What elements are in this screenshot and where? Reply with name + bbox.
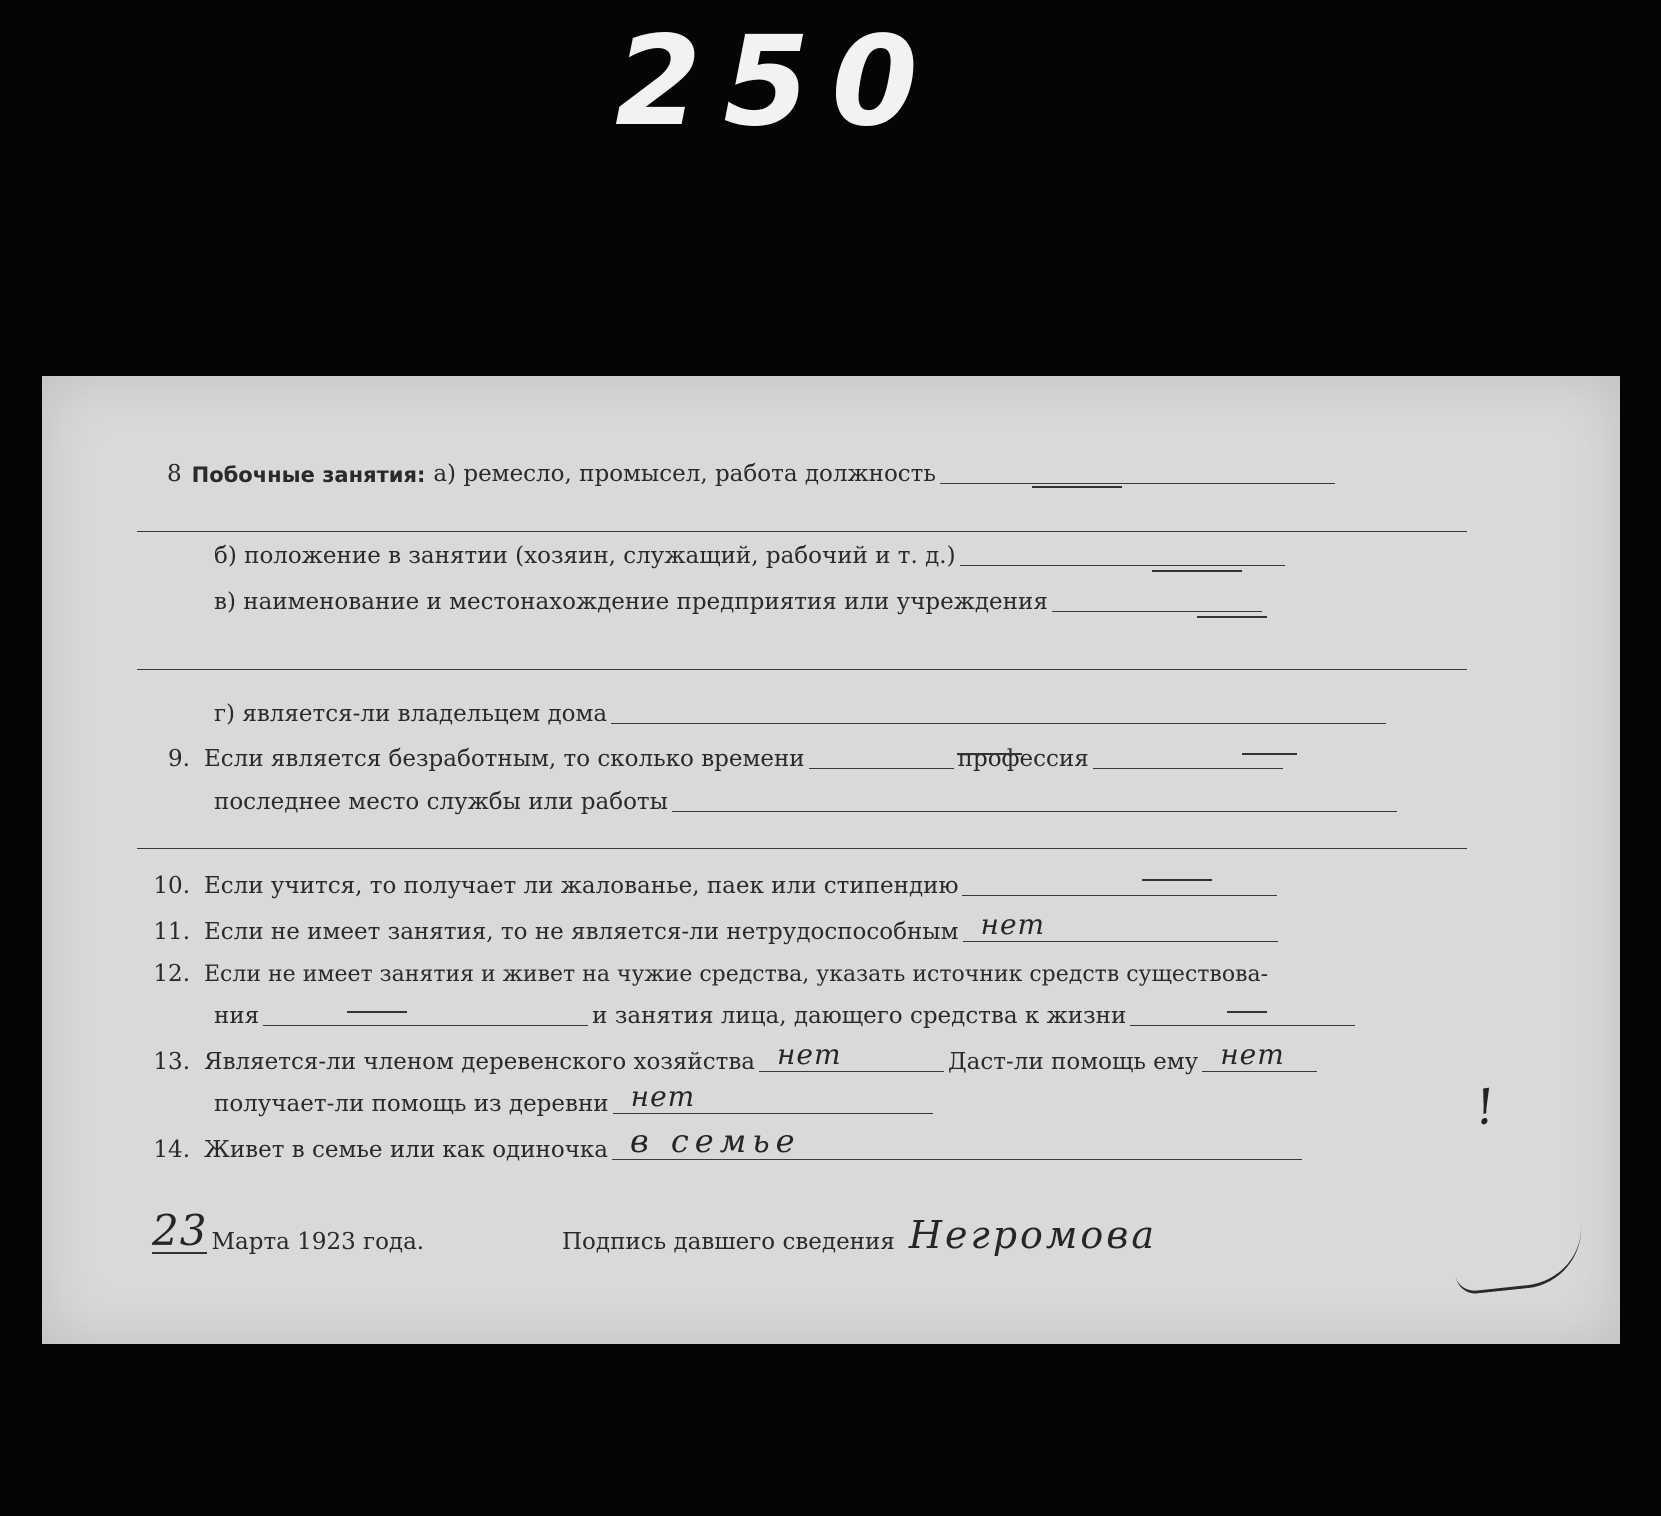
date-text: Марта 1923 года. [211, 1229, 425, 1255]
q13c-label: получает-ли помощь из деревни [214, 1091, 609, 1117]
q12a-label: Если не имеет занятия и живет на чужие средства, указать источник средств существова- [204, 962, 1269, 987]
q13a-field [759, 1038, 944, 1072]
q9c-line [214, 784, 1401, 814]
q8a-label: а) ремесло, промысел, работа должность [433, 461, 936, 487]
q13-number: 13. [153, 1049, 190, 1075]
frame-number: 250 [615, 10, 940, 154]
q8b-label: б) положение в занятии (хозяин, служащий, рабочий и т. д.) [214, 543, 956, 569]
q13c-line [214, 1080, 937, 1117]
signature-label: Подпись давшего сведения [562, 1229, 895, 1255]
handwritten-mark [1447, 1179, 1587, 1295]
q8v-label: в) наименование и местонахождение предприятия или учреждения [214, 589, 1048, 615]
q9-rule [137, 848, 1467, 849]
dash-mark [1242, 753, 1297, 755]
q8a-rule [137, 531, 1467, 532]
q9a-field [809, 746, 954, 769]
q13c-answer: нет [630, 1080, 696, 1113]
date-day: 23 [152, 1206, 208, 1255]
q9-line [142, 741, 1287, 771]
q13a-answer: нет [776, 1038, 842, 1071]
q8v-rule [137, 669, 1467, 670]
q10-field [962, 873, 1277, 896]
q10-label: Если учится, то получает ли жалованье, паек или стипендию [204, 873, 959, 899]
signature-line [562, 1213, 1158, 1257]
q8a-field [940, 461, 1335, 484]
q10-line [142, 868, 1281, 898]
q13b-field [1202, 1038, 1317, 1072]
q8a-line [167, 456, 1339, 486]
q12b-label: и занятия лица, дающего средства к жизни [592, 1003, 1127, 1029]
q13b-answer: нет [1220, 1038, 1285, 1071]
q9c-label: последнее место службы или работы [214, 789, 668, 815]
q13-line [142, 1038, 1321, 1075]
q9b-label: профессия [957, 746, 1089, 772]
q13b-label: Даст-ли помощь ему [947, 1049, 1199, 1075]
date-line [152, 1206, 425, 1255]
q8v-field [1052, 589, 1262, 612]
dash-mark [1142, 879, 1212, 881]
q11-field [963, 908, 1278, 942]
q8g-label: г) является-ли владельцем дома [214, 701, 608, 727]
signature: Негромова [908, 1213, 1158, 1257]
q14-field [612, 1122, 1302, 1160]
q8-lead: Побочные занятия: [191, 463, 426, 487]
dash-mark [347, 1011, 407, 1013]
q13c-field [613, 1080, 933, 1114]
q12b-prefix: ния [214, 1003, 260, 1029]
q9-number: 9. [168, 746, 190, 772]
q12b-field [1130, 1003, 1355, 1026]
q8b-line [214, 538, 1289, 568]
q11-line [142, 908, 1282, 945]
q9b-field [1093, 746, 1283, 769]
q12-number: 12. [153, 961, 190, 987]
dash-mark [957, 753, 1022, 755]
q11-label: Если не имеет занятия, то не является-ли нетрудоспособным [204, 919, 959, 945]
q12b-source-field [263, 1003, 588, 1026]
q14-label: Живет в семье или как одиночка [204, 1137, 609, 1163]
q8g-field [611, 701, 1386, 724]
census-card [42, 376, 1620, 1344]
dash-mark [1197, 616, 1267, 618]
q14-number: 14. [153, 1137, 190, 1163]
q9a-label: Если является безработным, то сколько времени [204, 746, 805, 772]
q8v-line [214, 584, 1266, 614]
q14-answer: в семье [630, 1122, 801, 1160]
dash-mark [1152, 570, 1242, 572]
q12a-line [142, 956, 1268, 986]
q11-number: 11. [153, 919, 190, 945]
q14-line [142, 1122, 1306, 1163]
handwritten-mark: ! [1471, 1078, 1499, 1137]
q13a-label: Является-ли членом деревенского хозяйства [204, 1049, 755, 1075]
q8-number: 8 [167, 461, 182, 487]
q12b-line [214, 998, 1359, 1028]
q8b-field [960, 543, 1285, 566]
q10-number: 10. [153, 873, 190, 899]
dash-mark [1032, 486, 1122, 488]
q9c-field [672, 789, 1397, 812]
q11-answer: нет [980, 908, 1046, 941]
dash-mark [1227, 1011, 1267, 1013]
q8g-line [214, 696, 1390, 726]
